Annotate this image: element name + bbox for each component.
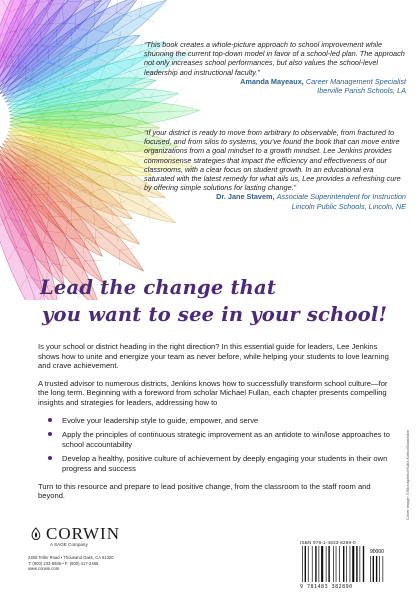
barcode-bar	[376, 556, 377, 582]
quote-2-name: Dr. Jane Stavem,	[216, 192, 275, 202]
quote-2-org: Lincoln Public Schools, Lincoln, NE	[291, 201, 406, 211]
barcode-bar	[315, 546, 316, 582]
publisher-logo	[28, 524, 120, 547]
barcode-bar	[363, 546, 364, 582]
price-code: 90000	[370, 549, 384, 555]
publisher-website: www.corwin.com	[28, 566, 60, 572]
quote-1-org: Iberville Parish Schools, LA	[317, 86, 406, 96]
bullet-item: Develop a healthy, positive culture of achievement by deeply engaging your students in their own progress and success	[54, 454, 390, 473]
cover-image-credit: Cover image: ©iStockphoto/Yuliia Kotko/Illustration	[405, 429, 410, 520]
barcode-bar	[312, 546, 313, 582]
barcode-bar	[326, 546, 327, 582]
barcode-bar	[308, 546, 309, 582]
publisher-tagline: A SAGE Company	[50, 542, 88, 547]
barcode-bar	[336, 546, 337, 582]
isbn-barcode-block	[300, 540, 392, 590]
quote-1-role: Career Management Specialist	[305, 76, 406, 86]
isbn-text: ISBN 978-1-4833-8289-0	[300, 540, 356, 545]
barcode-graphic	[300, 546, 392, 584]
barcode-bar	[302, 546, 303, 582]
barcode-bar	[321, 546, 323, 582]
headline-line-1: Lead the change that	[40, 276, 277, 299]
description-para-1: Is your school or district heading in the right direction? In this essential guide for leaders, Lee Jenkins shows how to unite and energize your team as never before, while helping your students to love learning and crave achievement.	[38, 342, 389, 371]
barcode-bar	[346, 546, 347, 582]
barcode-digits: 9 781483 382890	[300, 584, 353, 590]
address-line-2: T: (800) 233-9936 • F: (800) 417-2466	[28, 560, 99, 566]
barcode-bar	[350, 546, 351, 582]
barcode-bar	[305, 546, 306, 582]
barcode-bar	[352, 546, 354, 582]
barcode-bar	[360, 546, 361, 582]
barcode-bar	[339, 546, 340, 582]
barcode-bar	[356, 546, 357, 582]
barcode-bar	[333, 546, 334, 582]
description-para-3: Turn to this resource and prepare to lead positive change, from the classroom to the staff room and beyond.	[38, 481, 371, 501]
publisher-name: CORWIN	[46, 524, 120, 543]
bullet-item: Apply the principles of continuous strategic improvement as an antidote to win/lose approaches to school accountability	[54, 430, 390, 449]
headline	[40, 274, 410, 328]
quote-2-role: Associate Superintendent for Instruction	[276, 192, 406, 202]
address-line-1: 2455 Teller Road • Thousand Oaks, CA 91320	[28, 555, 114, 560]
barcode-bar	[383, 556, 384, 582]
headline-line-2: you want to see in your school!	[42, 303, 388, 326]
quote-2-attribution	[144, 192, 406, 201]
barcode-bar	[373, 556, 374, 582]
description-para-2: A trusted advisor to numerous districts, Jenkins knows how to successfully transform school culture—for the long term. Beginning with a foreword from scholar Michael Fullan, each chapter presents compelling insights and strategies for leaders, addressing how to	[38, 378, 388, 407]
quote-1-name: Amanda Mayeaux,	[240, 76, 304, 86]
description-body	[38, 342, 390, 509]
quote-1-attribution	[144, 77, 406, 86]
publisher-address	[28, 555, 114, 572]
quote-2-text: “If your district is ready to move from arbitrary to observable, from fractured to focused, and from silos to systems, you’ve found the book that can move entire organizations from a goal mindset to a growth mindset. Lee Jenkins provides commonsense strategies that impact the efficiency and effectiveness of our classrooms, with a clear focus on student growth. In an educational era saturated with the latest remedy for what ails us, Lee provides a refreshing cure by offering simple solutions for lasting change.”	[144, 128, 401, 193]
barcode-bar	[343, 546, 344, 582]
endorsement-quote-1	[144, 40, 406, 95]
quote-1-text: “This book creates a whole-picture approach to school improvement while shunning the current top-down model in favor of a school-led plan. The approach not only increases school performances, but also values the school-level leadership and instructional faculty.”	[144, 40, 405, 77]
barcode-bar	[319, 546, 320, 582]
barcode-bar	[370, 556, 371, 582]
corwin-flame-icon	[28, 527, 44, 541]
bullet-list	[38, 416, 390, 474]
endorsement-quote-2	[144, 128, 406, 211]
barcode-bar	[379, 556, 380, 582]
barcode-bar	[328, 546, 329, 582]
bullet-item: Evolve your leadership style to guide, empower, and serve	[54, 416, 390, 426]
